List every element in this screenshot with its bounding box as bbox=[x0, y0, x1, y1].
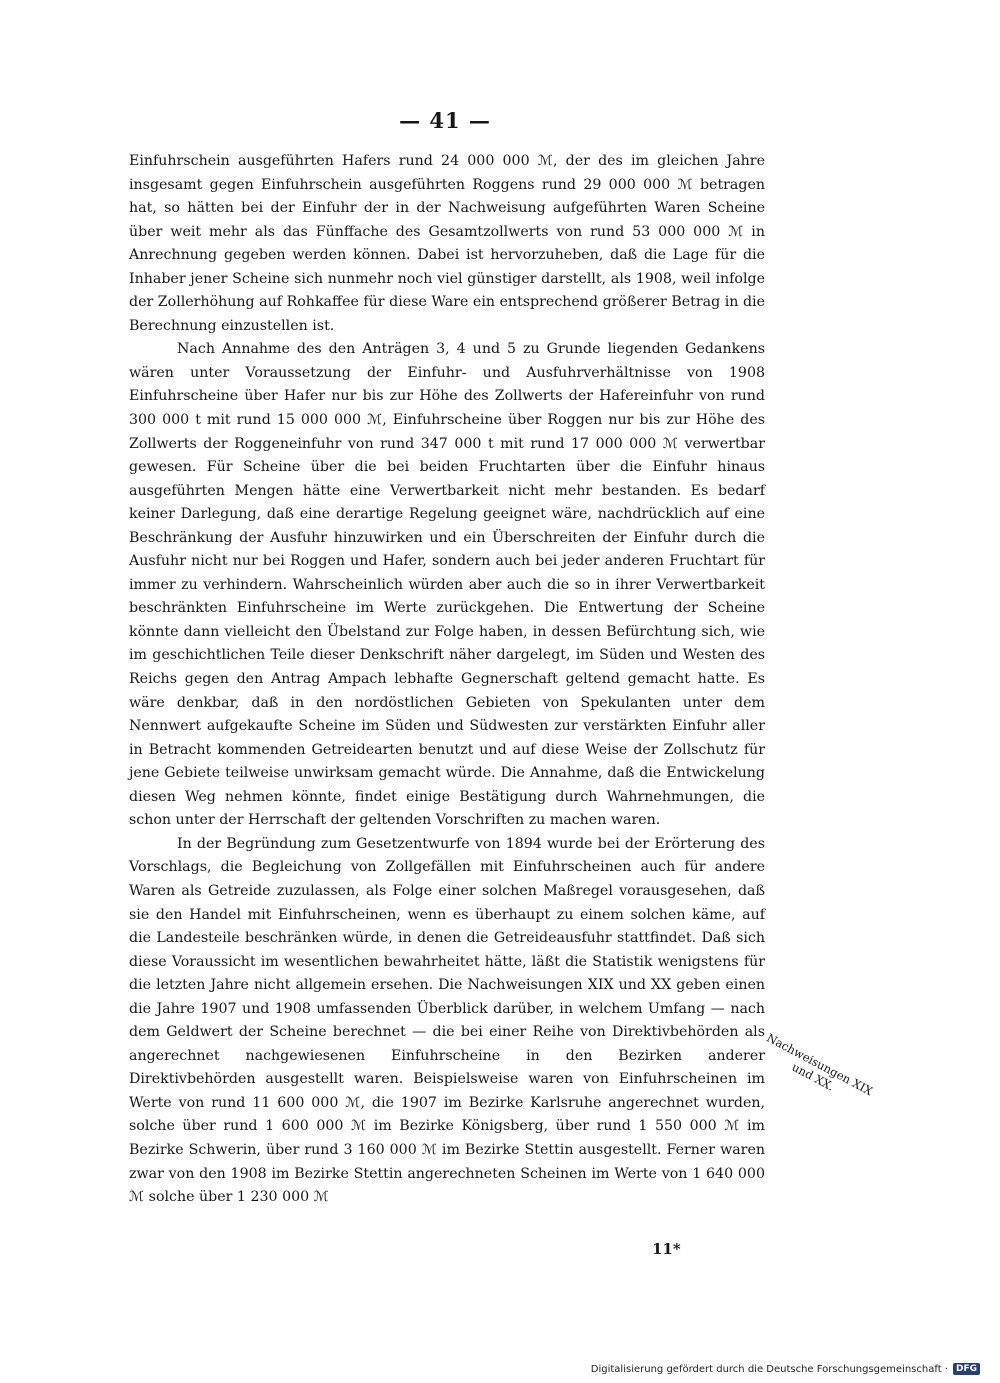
paragraph-3: In der Begründung zum Gesetzentwurfe von 1894 wurde bei der Erörterung des Vorschlags, die Begleichung von Zollgefällen mit Einfuhrscheinen auch für andere Waren als Getreide zuzulassen, als Folge einer solchen Maßregel vorausgesehen, daß sie den Handel mit Einfuhrscheinen, wenn es überhaupt zu einem solchen käme, auf die Landesteile beschränken würde, in denen die Getreideausfuhr stattfindet. Daß sich diese Voraussicht im wesentlichen bewahrheitet hätte, läßt die Statistik wenigstens für die letzten Jahre nicht allgemein ersehen. Die Nachweisungen XIX und XX geben einen die Jahre 1907 und 1908 umfassenden Überblick darüber, in welchem Umfang — nach dem Geldwert der Scheine berechnet — die bei einer Reihe von Direktivbehörden als angerechnet nachgewiesenen Einfuhrscheine in den Bezirken anderer Direktivbehörden ausgestellt waren. Beispielsweise waren von Einfuhrscheinen im Werte von rund 11 600 000 ℳ, die 1907 im Bezirke Karlsruhe angerechnet wurden, solche über rund 1 600 000 ℳ im Bezirke Königsberg, über rund 1 550 000 ℳ im Bezirke Schwerin, über rund 3 160 000 ℳ im Bezirke Stettin ausgestellt. Ferner waren zwar von den 1908 im Bezirke Stettin angerechneten Scheinen im Werte von 1 640 000 ℳ solche über 1 230 000 ℳ bbox=[129, 835, 765, 1206]
body-text bbox=[129, 150, 765, 1210]
dfg-logo: DFG bbox=[953, 1363, 980, 1375]
paragraph-1: Einfuhrschein ausgeführten Hafers rund 24 000 000 ℳ, der des im gleichen Jahre insgesamt gegen Einfuhrschein ausgeführten Roggens rund 29 000 000 ℳ betragen hat, so hätten bei der Einfuhr der in der Nachweisung aufgeführten Waren Scheine über weit mehr als das Fünffache des Gesamtzollwerts von rund 53 000 000 ℳ in Anrechnung gegeben werden können. Dabei ist hervorzuheben, daß die Lage für die Inhaber jener Scheine sich nunmehr noch viel günstiger darstellt, als 1908, weil infolge der Zollerhöhung auf Rohkaffee für diese Ware ein entsprechend größerer Betrag in die Berechnung einzustellen ist. bbox=[129, 153, 765, 334]
signature-mark: 11* bbox=[652, 1240, 681, 1258]
page-number: — 41 — bbox=[399, 108, 491, 133]
footer-credit bbox=[591, 1363, 980, 1375]
footer-text: Digitalisierung gefördert durch die Deutsche Forschungsgemeinschaft · bbox=[590, 1363, 948, 1375]
marginal-note: Nachweisungen XIX und XX. bbox=[764, 1030, 876, 1099]
paragraph-2: Nach Annahme des den Anträgen 3, 4 und 5 zu Grunde liegenden Gedankens wären unter Voraussetzung der Einfuhr- und Ausfuhrverhältnisse von 1908 Einfuhrscheine über Hafer nur bis zur Höhe des Zollwerts der Hafereinfuhr von rund 300 000 t mit rund 15 000 000 ℳ, Einfuhrscheine über Roggen nur bis zur Höhe des Zollwerts der Roggeneinfuhr von rund 347 000 t mit rund 17 000 000 ℳ verwertbar gewesen. Für Scheine über die bei beiden Fruchtarten über die Einfuhr hinaus ausgeführten Mengen hätte eine Verwertbarkeit nicht mehr bestanden. Es bedarf keiner Darlegung, daß eine derartige Regelung geeignet wäre, nachdrücklich auf eine Beschränkung der Ausfuhr hinzuwirken und ein Überschreiten der Einfuhr durch die Ausfuhr nicht nur bei Roggen und Hafer, sondern auch bei jeder anderen Fruchtart für immer zu verhindern. Wahrscheinlich würden aber auch die so in ihrer Verwertbarkeit beschränkten Einfuhrscheine im Werte zurückgehen. Die Entwertung der Scheine könnte dann vielleicht den Übelstand zur Folge haben, in dessen Befürchtung sich, wie im geschichtlichen Teile dieser Denkschrift näher dargelegt, im Süden und Westen des Reichs gegen den Antrag Ampach lebhafte Gegnerschaft geltend gemacht hatte. Es wäre denkbar, daß in den nordöstlichen Gebieten von Spekulanten unter dem Nennwert aufgekaufte Scheine im Süden und Südwesten zur verstärkten Einfuhr aller in Betracht kommenden Getreidearten benutzt und auf diese Weise der Zollschutz für jene Gebiete teilweise unwirksam gemacht würde. Die Annahme, daß die Entwickelung diesen Weg nehmen könnte, findet einige Bestätigung durch Wahrnehmungen, die schon unter der Herrschaft der geltenden Vorschriften zu machen waren. bbox=[129, 341, 765, 829]
